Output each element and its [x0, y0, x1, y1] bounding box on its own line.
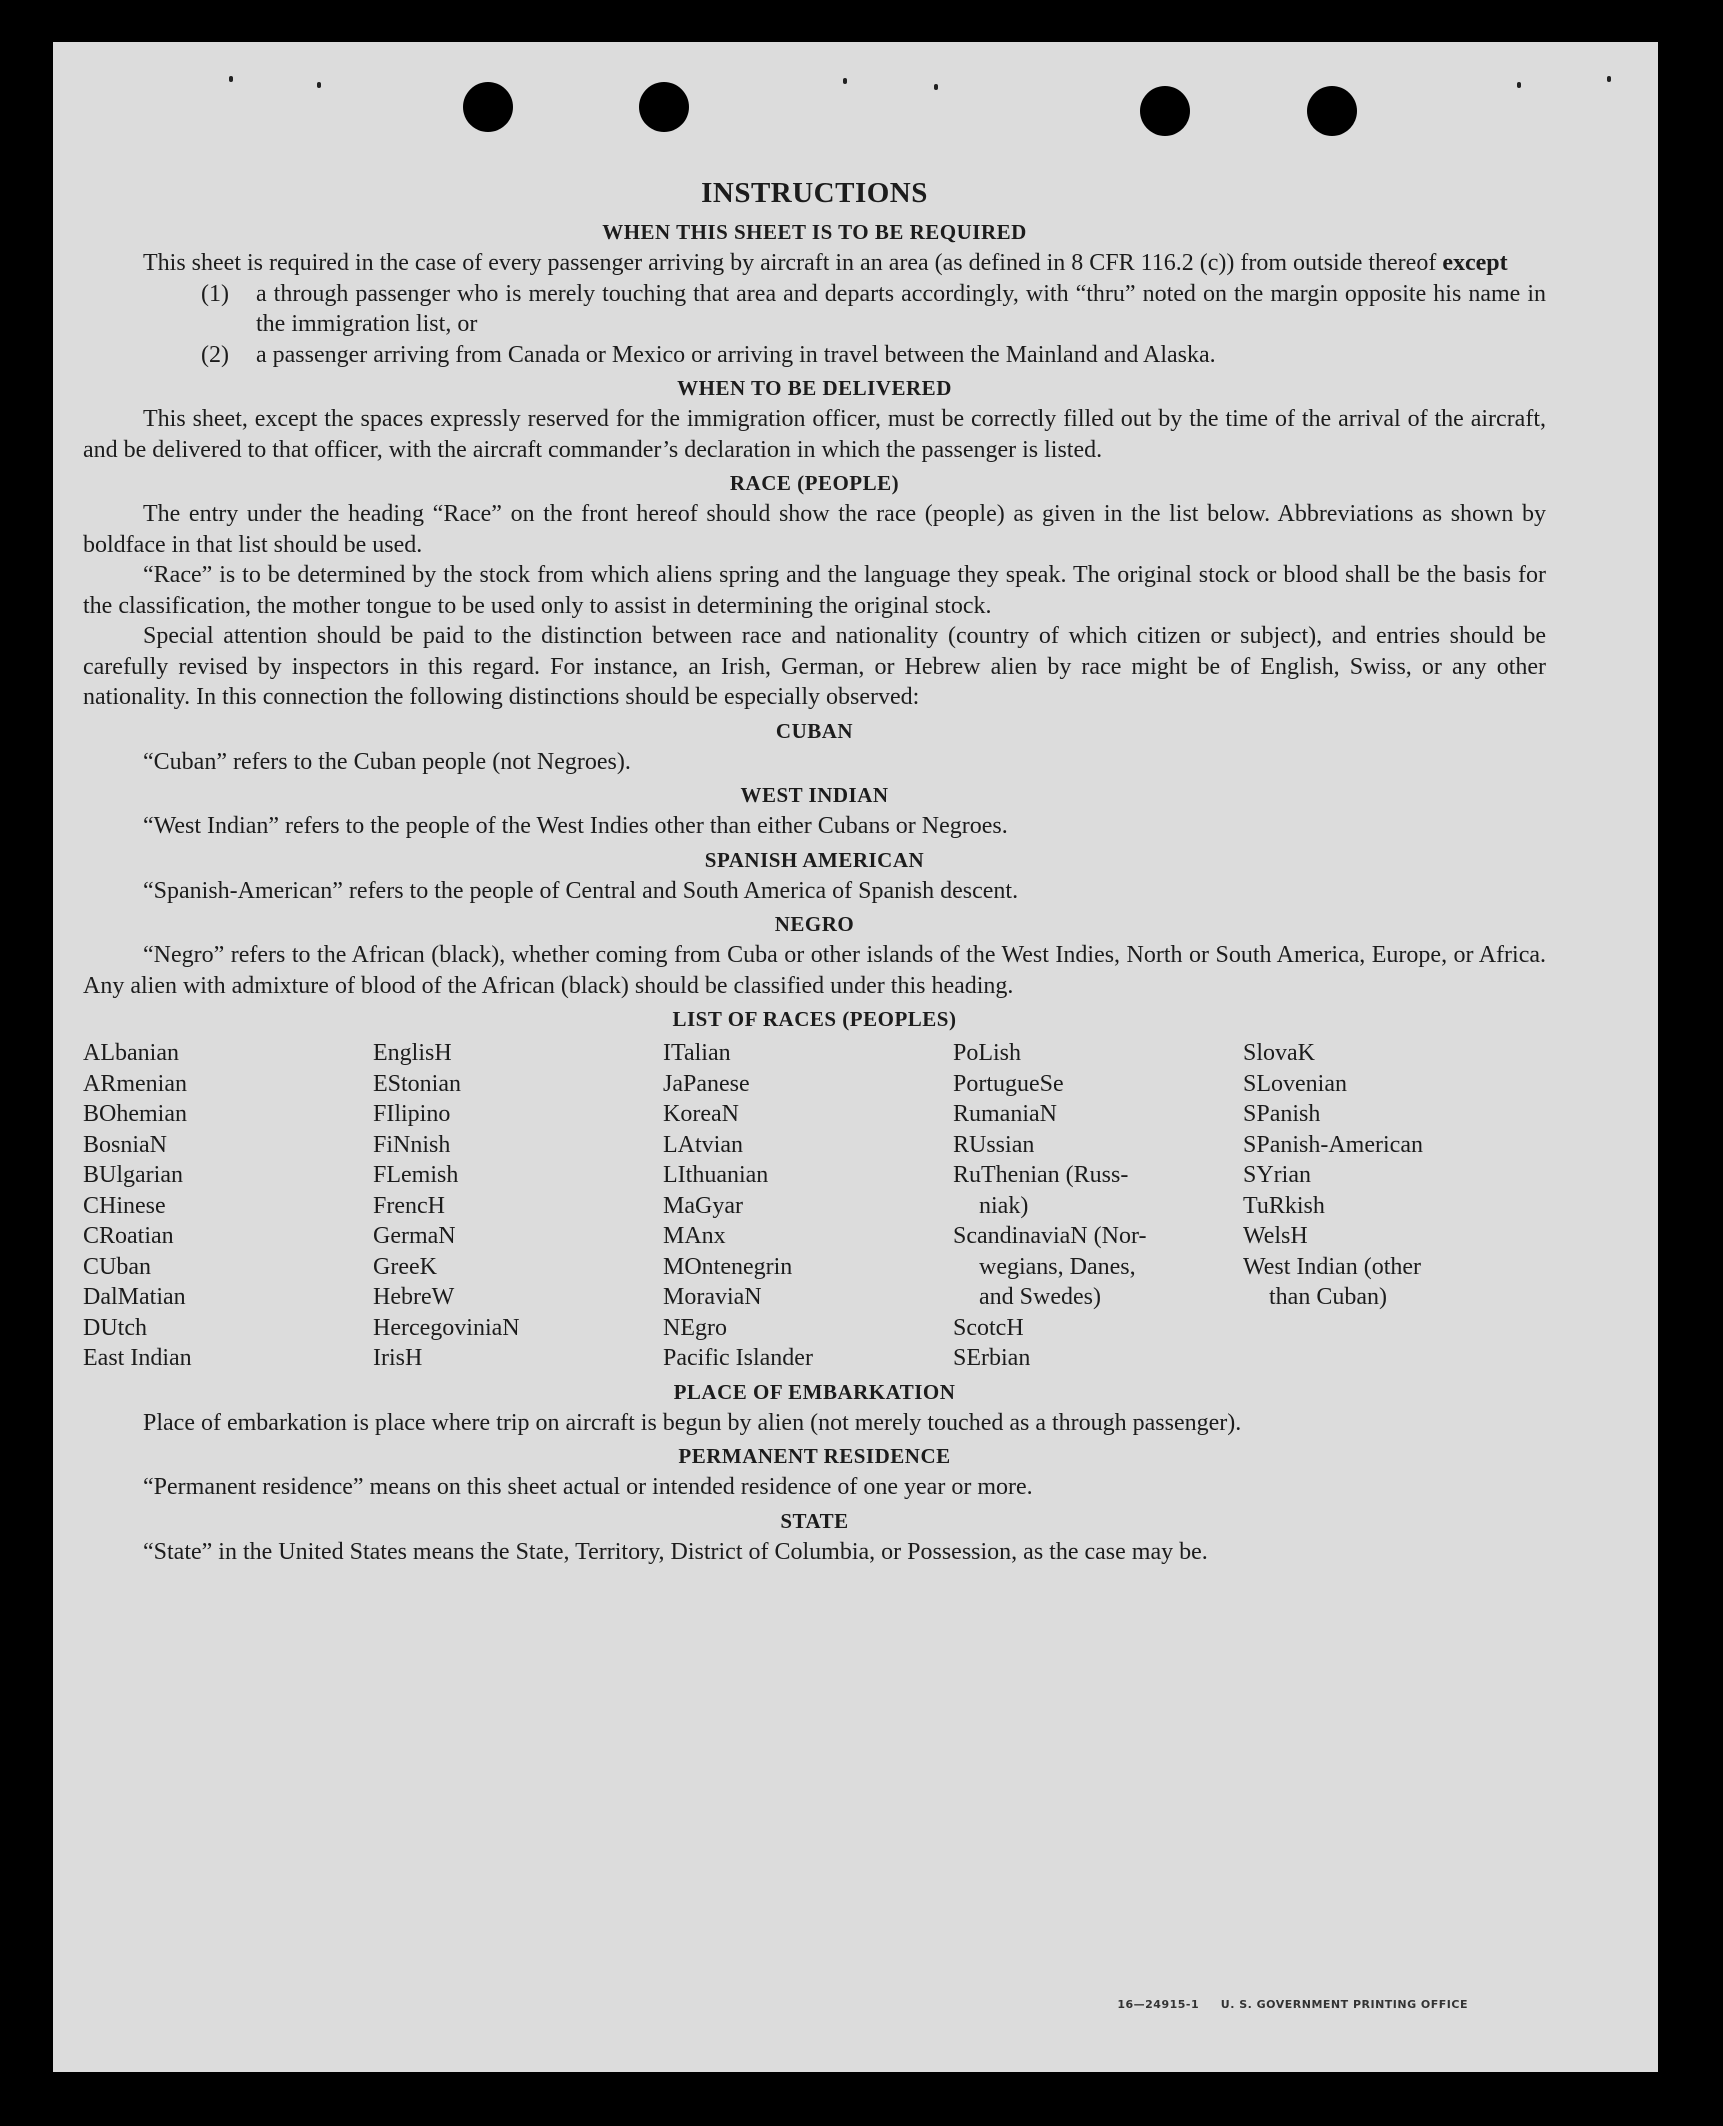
exception-item: (1) a through passenger who is merely touching that area and departs accordingly, with “thru” noted on the margin opposite his name in the immigration list, or: [201, 280, 1546, 337]
heading-when-required: WHEN THIS SHEET IS TO BE REQUIRED: [602, 220, 1027, 244]
state-text: “State” in the United States means the State, Territory, District of Columbia, or Possession, as the case may be.: [143, 1538, 1208, 1565]
race-item: SLovenian: [1243, 1070, 1347, 1097]
race-item-continued: and Swedes): [979, 1284, 1101, 1310]
race-item: East Indian: [83, 1345, 192, 1371]
race-item: DalMatian: [83, 1284, 186, 1310]
race-item: MoraviaN: [663, 1284, 762, 1310]
residence-text: “Permanent residence” means on this sheet actual or intended residence of one year or more.: [143, 1474, 1033, 1500]
west-indian-text: “West Indian” refers to the people of the West Indies other than either Cubans or Negroes.: [143, 813, 1008, 839]
race-item: GermaN: [373, 1223, 456, 1249]
heading-spanish-american: SPANISH AMERICAN: [704, 847, 925, 872]
heading-permanent-residence: PERMANENT RESIDENCE: [678, 1444, 951, 1468]
race-item: GreeK: [373, 1253, 437, 1280]
race-item: WelsH: [1243, 1223, 1308, 1249]
race-column: [663, 1038, 953, 1374]
race-item: CUban: [83, 1253, 151, 1280]
race-item: MaGyar: [663, 1192, 743, 1219]
race-item: JaPanese: [663, 1070, 750, 1097]
race-item: HercegoviniaN: [373, 1314, 520, 1341]
race-item: BUlgarian: [83, 1162, 183, 1188]
race-paragraph-3: Special attention should be paid to the distinction between race and nationality (country of which citizen or subject), and entries should be carefully revised by inspectors in this regard. For instance, an Irish, German, or Hebrew alien by race might be of English, Swiss, or any other nationality. In this connection the following distinctions should be especially observed:: [83, 623, 1546, 710]
race-item: MOntenegrin: [663, 1253, 793, 1280]
race-item: TuRkish: [1243, 1192, 1325, 1219]
race-item: CRoatian: [83, 1223, 174, 1249]
race-item: NEgro: [663, 1314, 727, 1341]
required-intro: This sheet is required in the case of every passenger arriving by aircraft in an area (as defined in 8 CFR 116.2 (c)) from outside thereof except: [143, 250, 1508, 276]
exception-item: (2) a passenger arriving from Canada or Mexico or arriving in travel between the Mainland and Alaska.: [201, 341, 1216, 368]
race-item: FiNnish: [373, 1131, 451, 1158]
race-item: LAtvian: [663, 1131, 743, 1158]
race-item: RuThenian (Russ-: [953, 1162, 1129, 1188]
race-item: CHinese: [83, 1192, 166, 1219]
race-paragraph-2: “Race” is to be determined by the stock from which aliens spring and the language they speak. The original stock or blood shall be the basis for the classification, the mother tongue to be used only to assist in determining the original stock.: [83, 562, 1546, 619]
race-item: ScandinaviaN (Nor-: [953, 1223, 1147, 1249]
race-item: RumaniaN: [953, 1101, 1057, 1127]
form-footer: [1117, 1998, 1468, 2011]
race-item: SYrian: [1243, 1162, 1311, 1188]
heading-place-of-embarkation: PLACE OF EMBARKATION: [673, 1379, 956, 1404]
heading-race: RACE (PEOPLE): [729, 471, 900, 495]
race-list: [83, 1038, 1546, 1374]
heading-negro: NEGRO: [774, 912, 855, 936]
race-item: BosniaN: [83, 1131, 167, 1158]
punch-hole: [639, 82, 689, 132]
speck: [229, 76, 233, 82]
race-item: FrencH: [373, 1192, 445, 1219]
embarkation-text: Place of embarkation is place where trip on aircraft is begun by alien (not merely touched as a through passenger).: [143, 1409, 1242, 1436]
race-item: ScotcH: [953, 1314, 1024, 1341]
heading-west-indian: WEST INDIAN: [740, 783, 889, 807]
race-item: Pacific Islander: [663, 1345, 813, 1371]
heading-list-of-races: LIST OF RACES (PEOPLES): [672, 1007, 957, 1031]
race-item: PortugueSe: [953, 1070, 1064, 1097]
race-item: FIlipino: [373, 1101, 451, 1127]
speck: [1607, 76, 1611, 82]
race-item: West Indian (other: [1243, 1253, 1422, 1280]
punch-hole: [1140, 86, 1190, 136]
race-paragraph-1: The entry under the heading “Race” on the front hereof should show the race (people) as given in the list below. Abbreviations as shown by boldface in that list should be used.: [83, 501, 1546, 558]
race-item: EStonian: [373, 1070, 461, 1097]
race-item: RUssian: [953, 1131, 1035, 1158]
spanish-american-text: “Spanish-American” refers to the people of Central and South America of Spanish descent.: [143, 877, 1019, 904]
document-page: [53, 42, 1658, 2072]
heading-cuban: CUBAN: [775, 718, 854, 743]
race-item: PoLish: [953, 1040, 1022, 1066]
race-item: MAnx: [663, 1223, 726, 1249]
race-item: SErbian: [953, 1345, 1031, 1371]
race-item: IrisH: [373, 1345, 423, 1371]
race-item: ITalian: [663, 1040, 731, 1066]
speck: [1517, 82, 1521, 88]
race-item: HebreW: [373, 1284, 455, 1310]
race-item-continued: niak): [979, 1192, 1029, 1219]
delivered-text: This sheet, except the spaces expressly reserved for the immigration officer, must be correctly filled out by the time of the arrival of the aircraft, and be delivered to that officer, with the aircraft commander’s declaration in which the passenger is listed.: [83, 406, 1546, 463]
race-item-continued: than Cuban): [1269, 1284, 1387, 1310]
speck: [843, 78, 847, 84]
race-column: [373, 1038, 663, 1374]
instructions-content: [83, 177, 1546, 1567]
race-item-continued: wegians, Danes,: [979, 1253, 1136, 1280]
heading-when-delivered: WHEN TO BE DELIVERED: [677, 376, 952, 400]
race-column: [1243, 1038, 1533, 1374]
race-item: SlovaK: [1243, 1040, 1315, 1066]
race-column: [953, 1038, 1243, 1374]
race-item: KoreaN: [663, 1101, 739, 1127]
cuban-text: “Cuban” refers to the Cuban people (not Negroes).: [143, 748, 631, 775]
race-item: DUtch: [83, 1314, 147, 1341]
race-column: [83, 1038, 373, 1374]
speck: [317, 82, 321, 88]
race-item: SPanish-American: [1243, 1131, 1423, 1158]
negro-text: “Negro” refers to the African (black), whether coming from Cuba or other islands of the West Indies, North or South America, Europe, or Africa. Any alien with admixture of blood of the African (black) should be classified under this heading.: [83, 942, 1546, 999]
punch-hole: [1307, 86, 1357, 136]
punch-hole: [463, 82, 513, 132]
race-item: LIthuanian: [663, 1162, 769, 1188]
speck: [934, 84, 938, 90]
form-number: 16—24915-1: [1117, 1998, 1200, 2011]
race-item: SPanish: [1243, 1101, 1321, 1127]
printer-imprint: U. S. GOVERNMENT PRINTING OFFICE: [1220, 1998, 1468, 2011]
race-item: EnglisH: [373, 1040, 452, 1066]
race-item: FLemish: [373, 1162, 459, 1188]
race-item: ARmenian: [83, 1070, 187, 1097]
page-title: INSTRUCTIONS: [701, 177, 928, 209]
heading-state: STATE: [780, 1508, 849, 1533]
race-item: BOhemian: [83, 1101, 187, 1127]
race-item: ALbanian: [83, 1040, 179, 1066]
